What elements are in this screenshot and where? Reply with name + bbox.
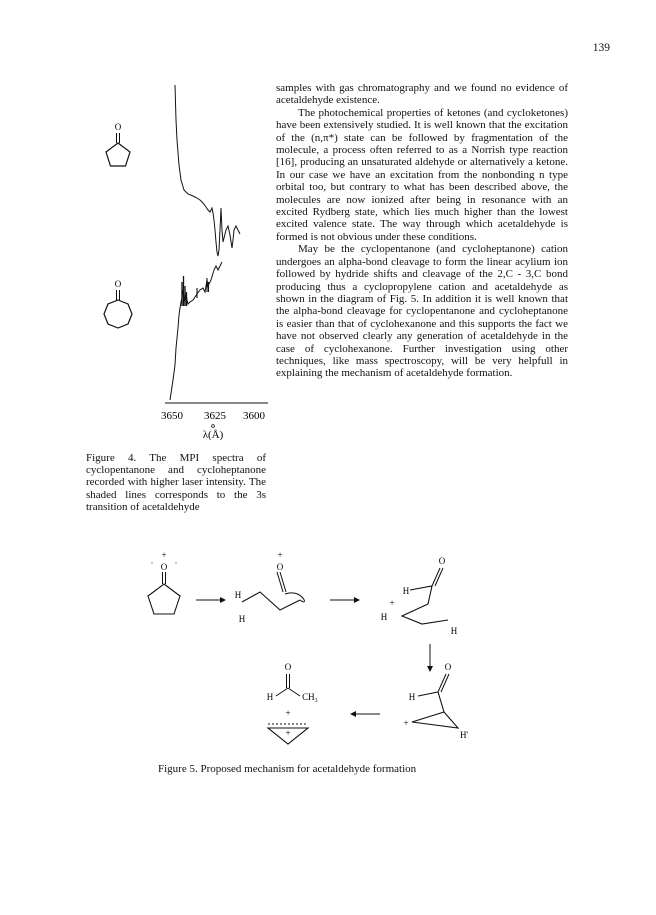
hydride-shift-intermediate bbox=[381, 556, 458, 636]
svg-text:O: O bbox=[438, 556, 446, 566]
paragraph: May be the cyclopentanone (and cycloheptanone) cation undergoes an alpha-bond cleavage to form the linear acylium ion followed by hydride shifts and cleavage of the 2,C - 3,C bond producing thus a cyclopropylene cation and acetaldehyde as shown in the diagram of Fig. 5. In addition it is well known that the alpha-bond cleavage for cyclopentanone and cycloheptanone is easier than that of cyclohexanone and this supports the fact we have not observed clearly any generation of acetaldehyde in the case of cyclohexanone. Further investigation using other techniques, like mass spectroscopy, will be very helpfull in explaining the mechanism of acetaldehyde formation. bbox=[276, 243, 568, 380]
svg-text:O: O bbox=[284, 662, 292, 672]
figure-4-caption: Figure 4. The MPI spectra of cyclopentanone and cycloheptanone recorded with higher laser intensity. The shaded lines corresponds to the 3s transition of acetaldehyde bbox=[86, 452, 266, 513]
svg-text:+: + bbox=[403, 718, 409, 728]
svg-text:H': H' bbox=[459, 730, 469, 740]
carbonyl-oxygen-label: O bbox=[114, 279, 122, 289]
figure-4 bbox=[90, 80, 270, 440]
svg-text:+: + bbox=[285, 728, 291, 738]
tick-label: 3650 bbox=[161, 410, 183, 422]
cycloheptanone-structure bbox=[104, 279, 132, 328]
acetaldehyde-and-cyclopropylene-cation bbox=[267, 662, 318, 744]
svg-text:H: H bbox=[234, 590, 242, 600]
figure-5-mechanism bbox=[130, 548, 590, 758]
svg-text:+: + bbox=[277, 550, 283, 560]
cyclopentanone-cation bbox=[148, 550, 180, 614]
svg-text:CH₃: CH₃ bbox=[302, 692, 318, 702]
linear-acylium-ion bbox=[235, 550, 305, 624]
cyclopentanone-structure bbox=[106, 122, 130, 166]
svg-text:·: · bbox=[150, 558, 154, 568]
svg-text:H: H bbox=[408, 692, 416, 702]
paragraph: samples with gas chromatography and we found no evidence of acetaldehyde existence. bbox=[276, 82, 568, 107]
tick-label: 3625 bbox=[204, 410, 226, 422]
figure-5-caption: Figure 5. Proposed mechanism for acetaldehyde formation bbox=[158, 763, 417, 775]
svg-text:H: H bbox=[238, 614, 246, 624]
spectrum-cyclopentanone bbox=[175, 85, 240, 256]
svg-text:O: O bbox=[444, 662, 452, 672]
paragraph: The photochemical properties of ketones (and cycloketones) have been extensively studied. It is well known that the excitation of the (n,π*) state can be followed by fragmentation of the molecule, a process often referred to as a Norrish type reaction [16], producing an unsaturated aldehyde or alternatively a ketone. In our case we have an excitation from the nonbonding n type orbital too, but contrary to what has been described above, the molecules are now ionized after being in resonance with an excited Rydberg state, which lies much higher than the lowest excited valence state. The way through which acetaldehyde is formed is not obvious under these conditions. bbox=[276, 106, 568, 243]
svg-text:H: H bbox=[402, 586, 410, 596]
svg-text:+: + bbox=[161, 550, 167, 560]
svg-text:H: H bbox=[380, 612, 388, 622]
svg-text:O: O bbox=[276, 562, 284, 572]
svg-text:·: · bbox=[174, 558, 178, 568]
svg-text:H: H bbox=[450, 626, 458, 636]
svg-text:+: + bbox=[285, 708, 291, 718]
x-axis-label: λ(Å) bbox=[202, 429, 224, 440]
svg-text:O: O bbox=[160, 562, 168, 572]
svg-text:H: H bbox=[266, 692, 274, 702]
page-number: 139 bbox=[592, 42, 610, 54]
spectrum-cycloheptanone bbox=[170, 262, 222, 400]
body-text bbox=[276, 82, 568, 380]
svg-text:+: + bbox=[389, 598, 395, 608]
cyclopropyl-intermediate bbox=[403, 662, 468, 740]
tick-label: 3600 bbox=[243, 410, 265, 422]
carbonyl-oxygen-label: O bbox=[114, 122, 122, 132]
